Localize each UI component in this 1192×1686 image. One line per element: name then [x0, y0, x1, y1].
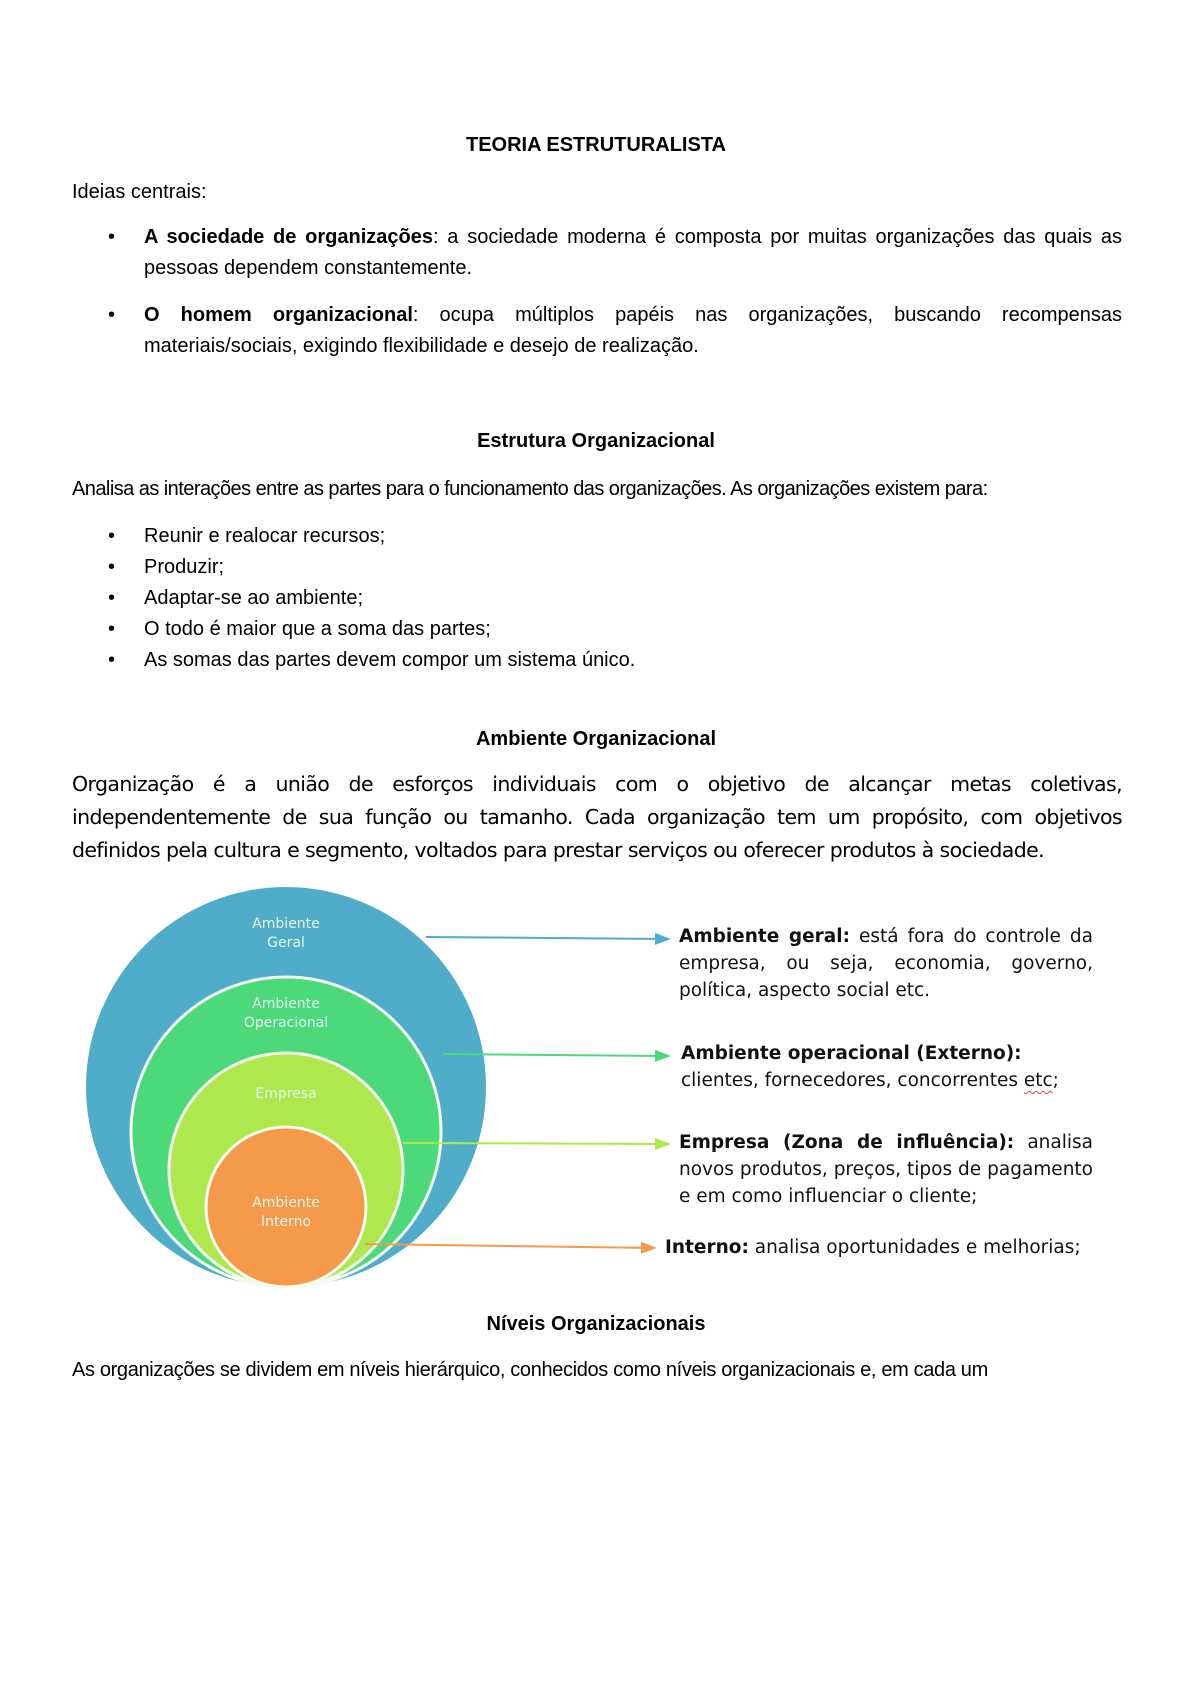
section-heading-estrutura: Estrutura Organizacional: [477, 430, 715, 452]
idea-text: : a sociedade moderna é composta por muitas organizações das quais as pessoas dependem constantemente.: [144, 226, 1122, 279]
list-item: • Produzir;: [104, 552, 1122, 583]
niveis-paragraph: As organizações se dividem em níveis hierárquico, conhecidos como níveis organizacionais e, em cada um: [72, 1359, 988, 1381]
list-item: [104, 300, 1122, 362]
idea-text: : ocupa múltiplos papéis nas organizações, buscando recompensas materiais/sociais, exigindo flexibilidade e desejo de realização.: [144, 304, 1122, 357]
desc-interno: [665, 1234, 1105, 1261]
circle-label-line: Empresa: [255, 1086, 317, 1102]
circle-label-line: Ambiente: [252, 1195, 320, 1211]
circle-label-line: Ambiente: [252, 996, 320, 1012]
desc-text: clientes, fornecedores, concorrentes: [681, 1070, 1024, 1091]
idea-term: O homem organizacional: [144, 304, 413, 326]
section-heading-ambiente: Ambiente Organizacional: [475, 728, 717, 750]
desc-text: ;: [1052, 1070, 1059, 1091]
idea-term: A sociedade de organizações: [144, 226, 433, 248]
desc-term: Interno:: [665, 1237, 749, 1258]
ambiente-diagram: [83, 883, 1123, 1288]
list-item: • Adaptar-se ao ambiente;: [104, 583, 1122, 614]
section-heading-niveis: Níveis Organizacionais: [486, 1313, 706, 1335]
circle-label-line: Interno: [260, 1214, 312, 1230]
list-item: • Reunir e realocar recursos;: [104, 521, 1122, 552]
page-title: TEORIA ESTRUTURALISTA: [466, 134, 726, 156]
circle-label-operacional: [206, 995, 366, 1033]
circle-label-line: Ambiente: [252, 916, 320, 932]
spellcheck-marked-word: etc: [1023, 1070, 1053, 1091]
circle-label-line: Operacional: [243, 1015, 329, 1031]
desc-ambiente-operacional: [681, 1040, 1095, 1094]
desc-term: Ambiente operacional (Externo):: [681, 1043, 1022, 1064]
desc-term: Empresa (Zona de influência):: [679, 1132, 1015, 1153]
estrutura-paragraph: Analisa as interações entre as partes para o funcionamento das organizações. As organizações existem para:: [72, 478, 988, 500]
desc-term: Ambiente geral:: [679, 926, 850, 947]
estrutura-list: [104, 521, 1122, 676]
desc-empresa: [679, 1129, 1093, 1210]
desc-text: analisa novos produtos, preços, tipos de pagamento e em como influenciar o cliente;: [679, 1132, 1093, 1207]
list-item: • As somas das partes devem compor um sistema único.: [104, 645, 1122, 676]
circle-label-geral: [206, 915, 366, 953]
circle-label-line: Geral: [267, 935, 305, 951]
intro-label: Ideias centrais:: [72, 181, 207, 203]
circle-label-interno: [206, 1194, 366, 1232]
desc-ambiente-geral: [679, 923, 1093, 1004]
desc-text: está fora do controle da empresa, ou seja, economia, governo, política, aspecto social etc.: [679, 926, 1093, 1001]
list-item: • O todo é maior que a soma das partes;: [104, 614, 1122, 645]
ambiente-paragraph: Organização é a união de esforços individuais com o objetivo de alcançar metas coletivas, independentemente de sua função ou tamanho. Cada organização tem um propósito, com objetivos definidos pela cultura e segmento, voltados para prestar serviços ou oferecer produtos à sociedade.: [72, 772, 1122, 862]
list-item: [104, 222, 1122, 284]
circle-label-empresa: [206, 1085, 366, 1104]
central-ideas-list: [104, 222, 1122, 378]
desc-text: analisa oportunidades e melhorias;: [748, 1237, 1081, 1258]
